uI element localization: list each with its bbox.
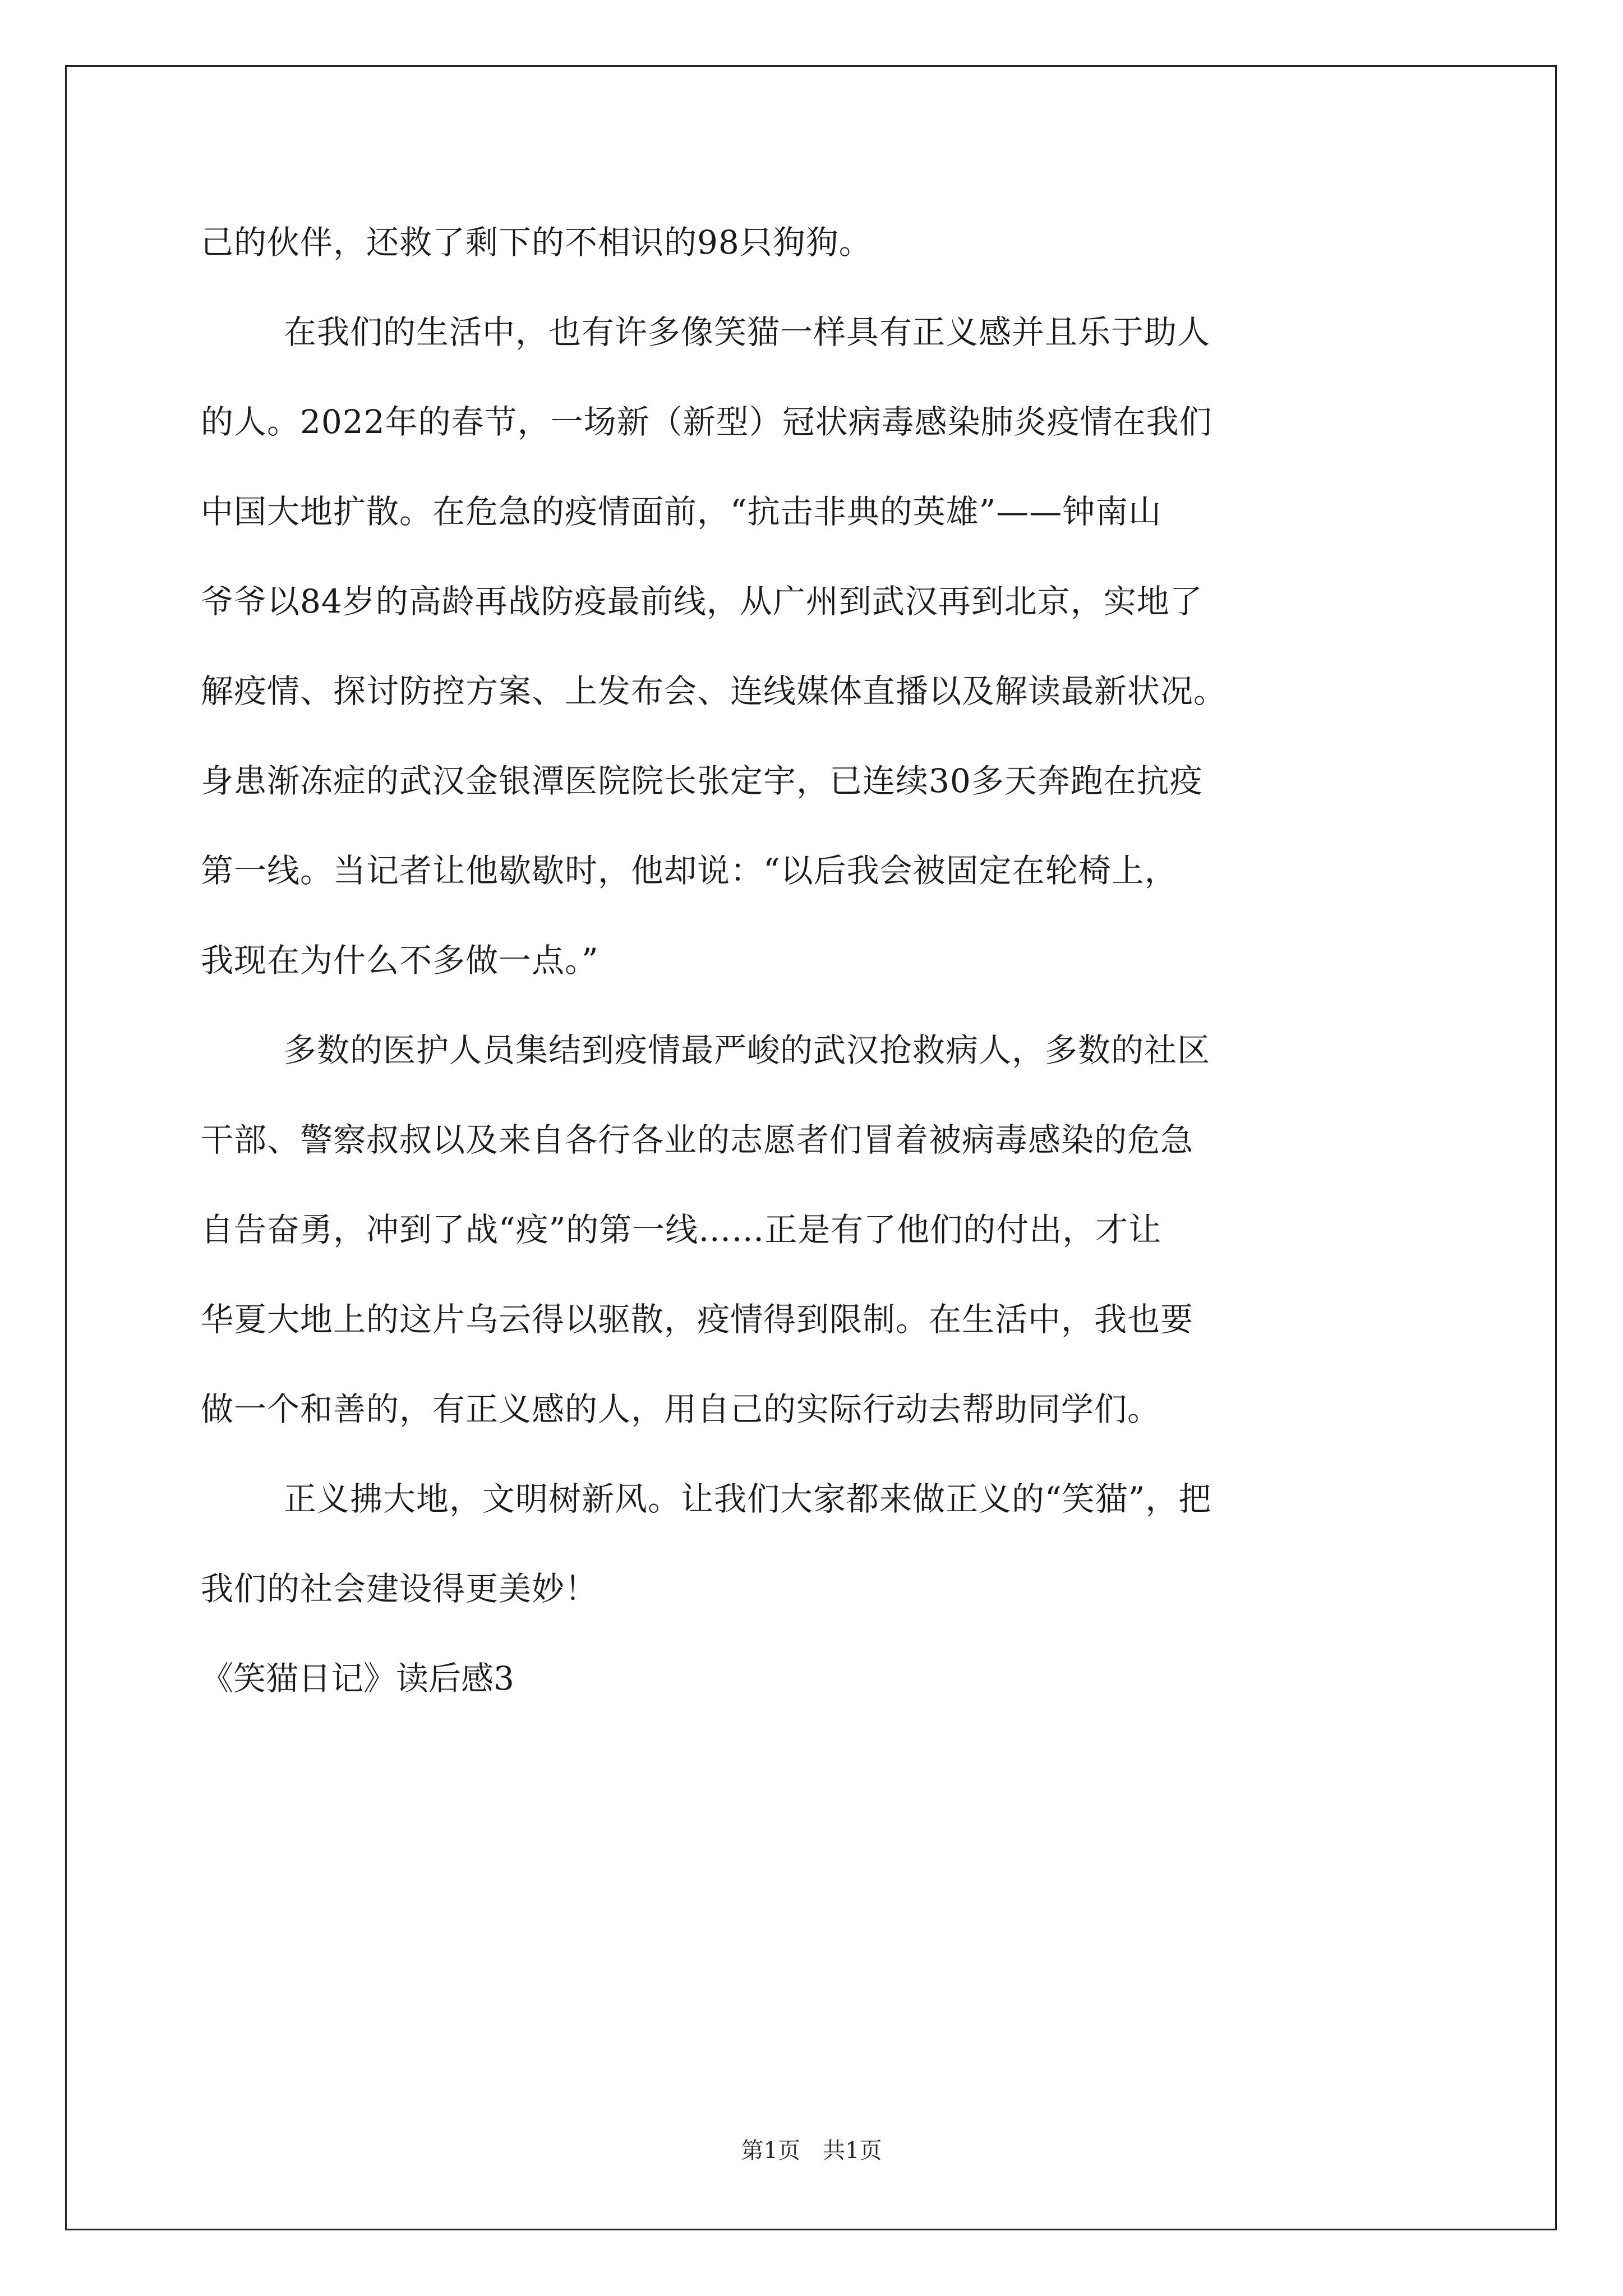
text-line: 的人。2022年的春节，一场新（新型）冠状病毒感染肺炎疫情在我们: [201, 403, 1212, 441]
text-line: 自告奋勇，冲到了战“疫”的第一线……正是有了他们的付出，才让: [201, 1211, 1162, 1249]
text-line: 爷爷以84岁的高龄再战防疫最前线，从广州到武汉再到北京，实地了: [201, 582, 1203, 620]
text-line: 正义拂大地，文明树新风。让我们大家都来做正义的“笑猫”，把: [284, 1480, 1212, 1518]
section-heading: 《笑猫日记》读后感3: [201, 1659, 514, 1697]
text-line: 华夏大地上的这片乌云得以驱散，疫情得到限制。在生活中，我也要: [201, 1300, 1194, 1338]
text-line: 在我们的生活中，也有许多像笑猫一样具有正义感并且乐于助人: [284, 313, 1211, 351]
text-line: 解疫情、探讨防控方案、上发布会、连线媒体直播以及解读最新状况。: [201, 672, 1227, 710]
text-line: 第一线。当记者让他歇歇时，他却说：“以后我会被固定在轮椅上，: [201, 852, 1178, 890]
text-line: 己的伙伴，还救了剩下的不相识的98只狗狗。: [201, 223, 872, 261]
text-line: 我们的社会建设得更美妙！: [201, 1570, 598, 1608]
text-line: 中国大地扩散。在危急的疫情面前，“抗击非典的英雄”——钟南山: [201, 493, 1162, 531]
page-footer: 第1页 共1页: [741, 2138, 882, 2164]
text-line: 干部、警察叔叔以及来自各行各业的志愿者们冒着被病毒感染的危急: [201, 1121, 1194, 1159]
text-line: 身患渐冻症的武汉金银潭医院院长张定宇，已连续30多天奔跑在抗疫: [201, 762, 1203, 800]
text-line: 做一个和善的，有正义感的人，用自己的实际行动去帮助同学们。: [201, 1390, 1161, 1428]
document-body: [201, 197, 1451, 1723]
text-line: 我现在为什么不多做一点。”: [201, 941, 599, 979]
text-line: 多数的医护人员集结到疫情最严峻的武汉抢救病人，多数的社区: [284, 1031, 1211, 1069]
